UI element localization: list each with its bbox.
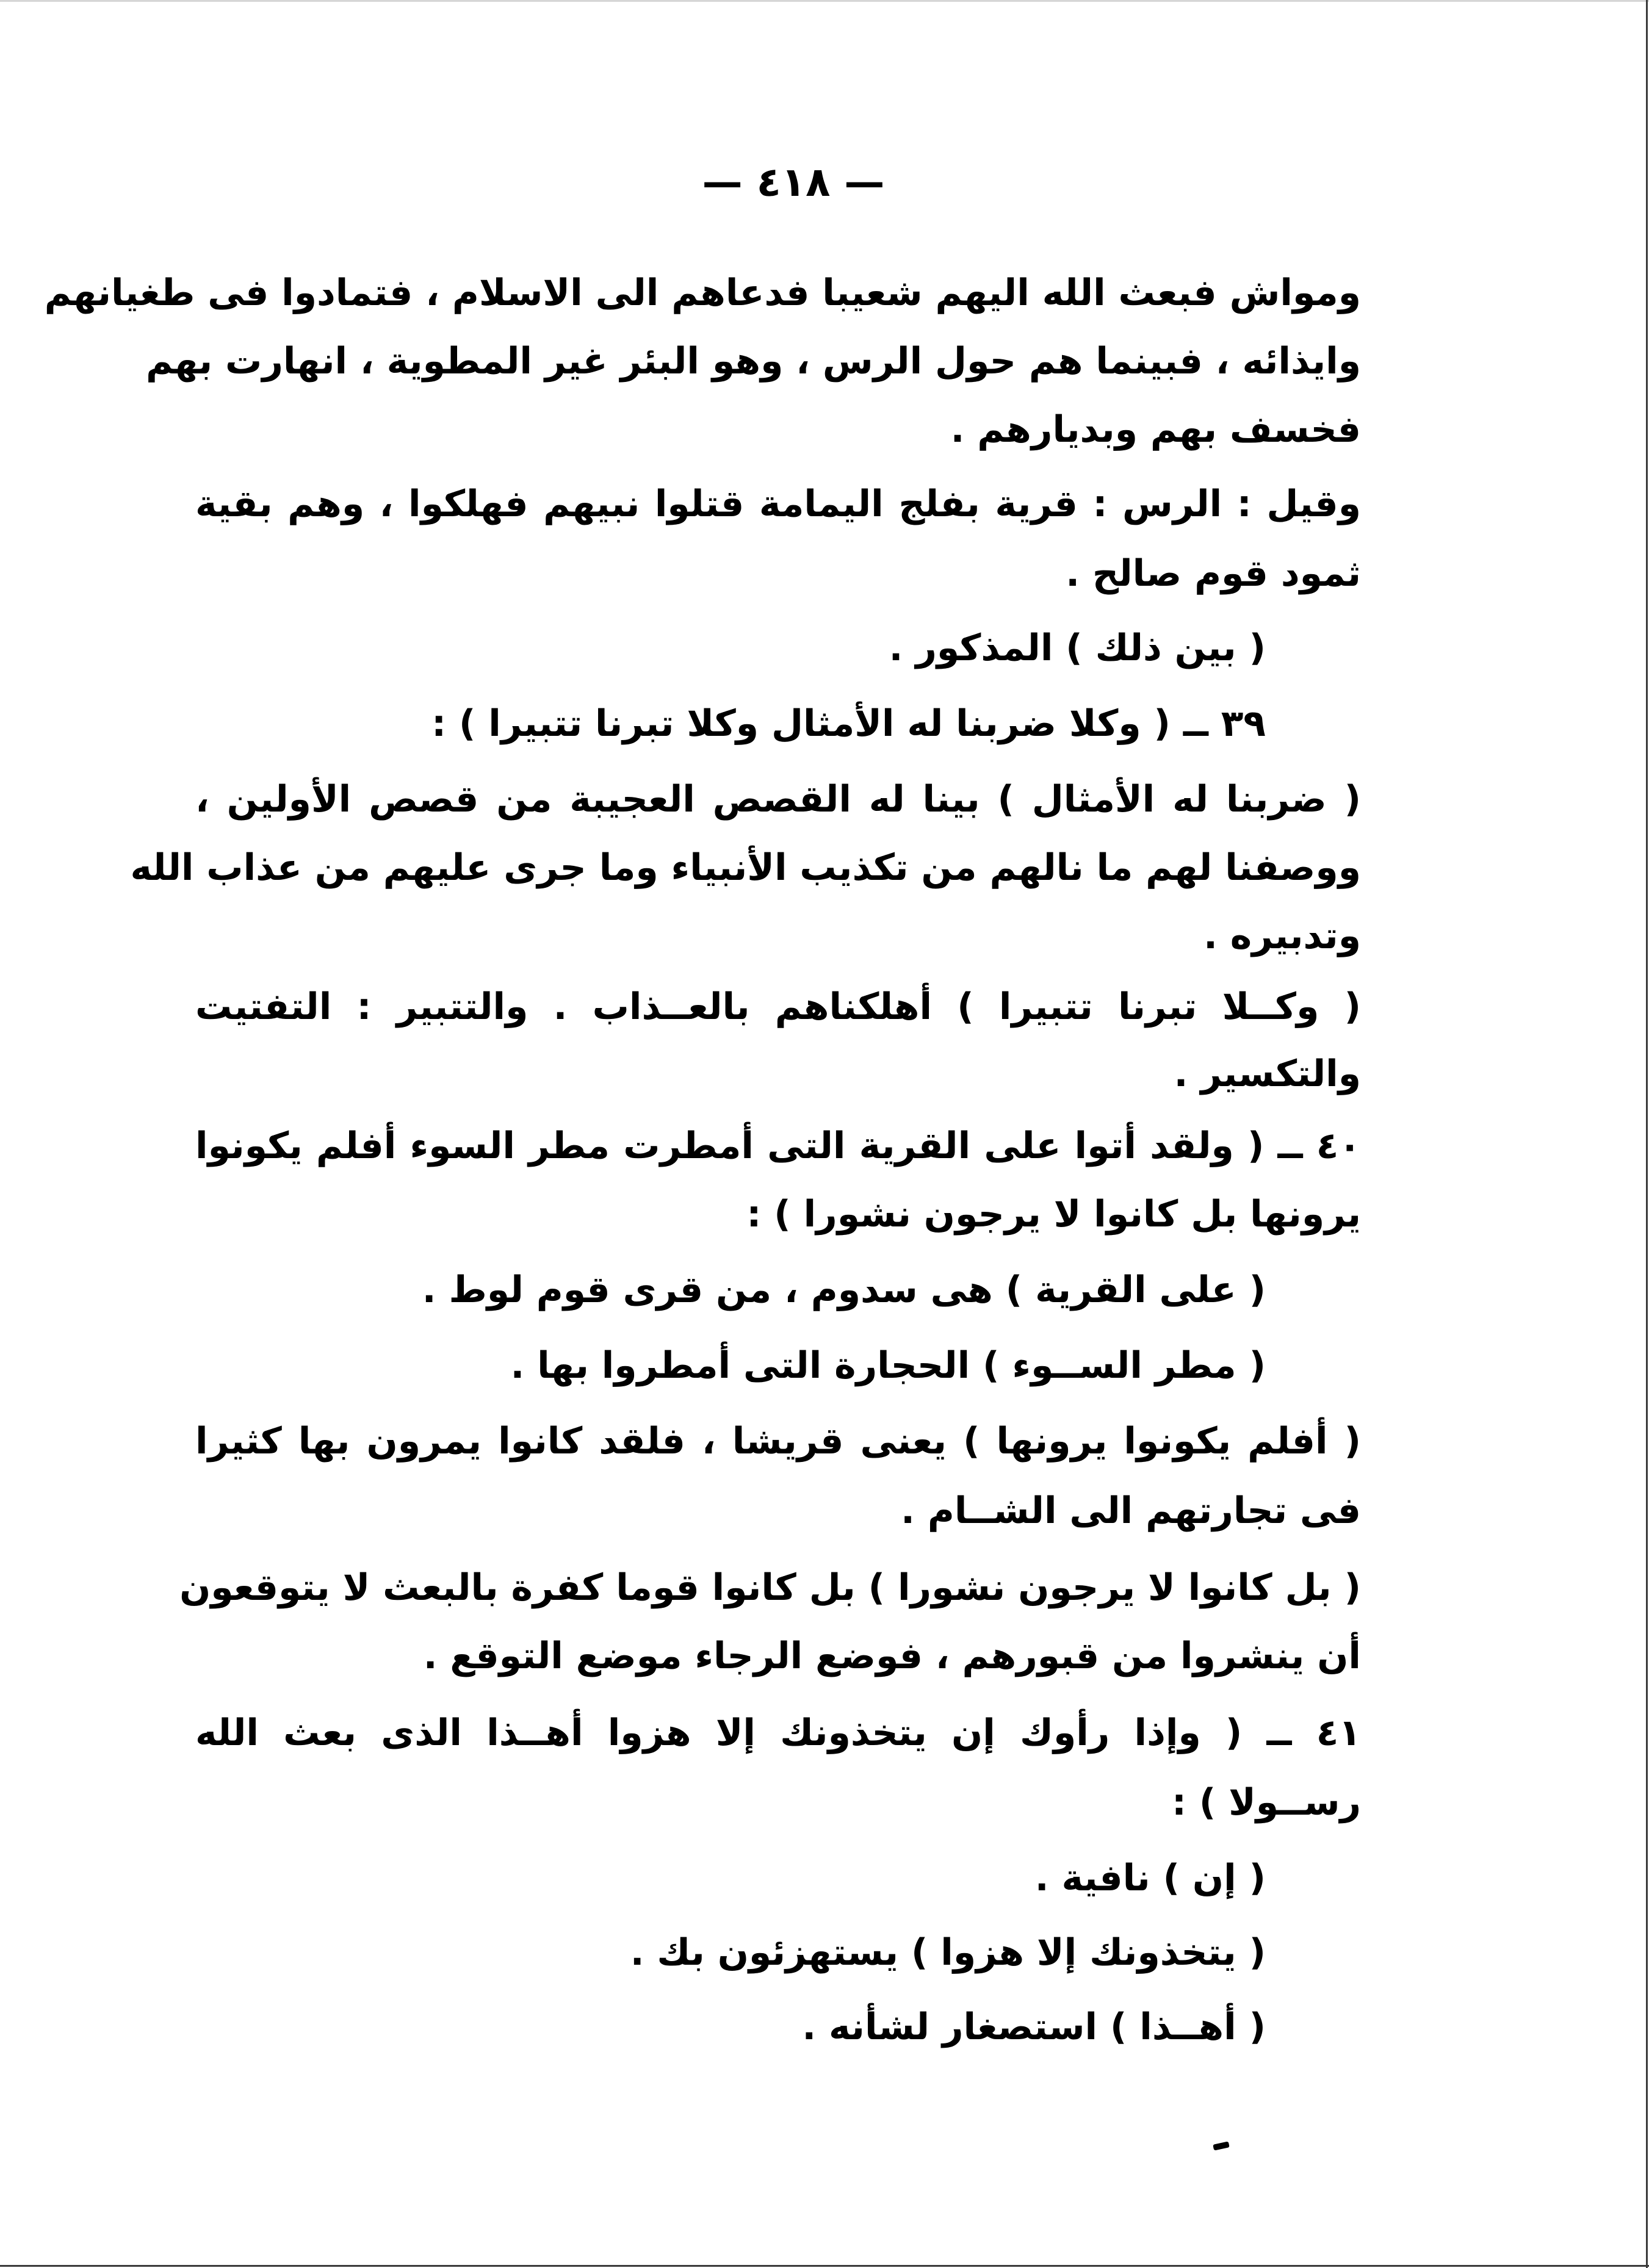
text-line-4: وقيل : الرس : قرية بفلج اليمامة قتلوا نبيهم فهلكوا ، وهم بقية [195, 483, 1361, 525]
scan-right-edge [1646, 0, 1648, 2268]
text-line-20: أن ينشروا من قبورهم ، فوضع الرجاء موضع التوقع . [423, 1635, 1361, 1677]
verse-heading-41: ٤١ ــ ( وإذا رأوك إن يتخذونك إلا هزوا أهــذا الذى بعث الله [195, 1712, 1361, 1754]
text-line-17: ( أفلم يكونوا يرونها ) يعنى قريشا ، فلقد كانوا يمرون بها كثيرا [195, 1420, 1361, 1463]
text-line-8: ( ضربنا له الأمثال ) بينا له القصص العجيبة من قصص الأولين ، [195, 778, 1361, 821]
text-line-11: ( وكــلا تبرنا تتبيرا ) أهلكناهم بالعــذاب . والتتبير : التفتيت [195, 985, 1361, 1028]
text-line-25: ( أهــذا ) استصغار لشأنه . [802, 2006, 1266, 2048]
text-line-14: يرونها بل كانوا لا يرجون نشورا ) : [746, 1193, 1361, 1236]
text-line-9: ووصفنا لهم ما نالهم من تكذيب الأنبياء وما جرى عليهم من عذاب الله [130, 846, 1361, 889]
text-line-1: ومواش فبعث الله اليهم شعيبا فدعاهم الى الاسلام ، فتمادوا فى طغيانهم [44, 272, 1361, 314]
text-line-3: فخسف بهم وبديارهم . [950, 408, 1361, 451]
scan-bottom-edge [0, 2265, 1649, 2267]
text-line-23: ( إن ) نافية . [1034, 1857, 1266, 1899]
verse-heading-40: ٤٠ ــ ( ولقد أتوا على القرية التى أمطرت مطر السوء أفلم يكونوا [195, 1125, 1361, 1167]
text-line-22: رســولا ) : [1171, 1781, 1361, 1824]
text-line-10: وتدبيره . [1203, 915, 1361, 957]
text-line-19: ( بل كانوا لا يرجون نشورا ) بل كانوا قوما كفرة بالبعث لا يتوقعون [179, 1566, 1361, 1609]
text-line-5: ثمود قوم صالح . [1066, 552, 1361, 595]
print-mark [1213, 2141, 1230, 2150]
text-line-2: وايذائه ، فبينما هم حول الرس ، وهو البئر غير المطوية ، انهارت بهم [145, 340, 1361, 383]
text-line-12: والتكسير . [1174, 1053, 1361, 1095]
verse-heading-39: ٣٩ ــ ( وكلا ضربنا له الأمثال وكلا تبرنا تتبيرا ) : [431, 702, 1266, 745]
text-line-6: ( بين ذلك ) المذكور . [889, 627, 1266, 669]
page-number: — ٤١٨ — [702, 159, 885, 206]
text-line-24: ( يتخذونك إلا هزوا ) يستهزئون بك . [630, 1931, 1266, 1974]
scan-top-edge [0, 0, 1649, 2]
text-line-15: ( على القرية ) هى سدوم ، من قرى قوم لوط . [422, 1269, 1266, 1311]
text-line-16: ( مطر الســوء ) الحجارة التى أمطروا بها . [510, 1344, 1266, 1387]
text-line-18: فى تجارتهم الى الشــام . [901, 1489, 1361, 1532]
